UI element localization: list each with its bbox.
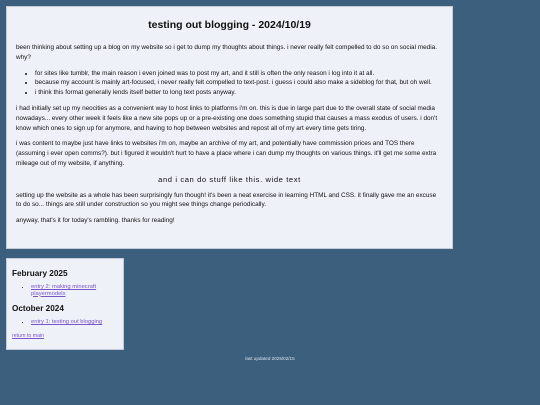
archive-entry — [31, 319, 118, 326]
post-paragraph: setting up the website as a whole has been surprisingly fun though! it's been a neat exercise in learning HTML and CSS. it finally gave me an excuse to do so... things are still under construction so you might see things change periodically. — [16, 191, 437, 209]
reason-list — [16, 69, 443, 98]
reason-item: • because my account is mainly art-focused, i never really felt compelled to text-post. i guess i could also make a sideblog for that, but oh well. — [35, 78, 443, 88]
last-updated-footer: last updated 2025/02/15 — [245, 356, 295, 361]
archive-month-heading: October 2024 — [12, 304, 64, 314]
reason-item: • for sites like tumblr, the main reason i even joined was to post my art, and it still is often the only reason i log into it at all. — [35, 69, 443, 79]
archive-sidebar — [6, 258, 124, 350]
wide-text: and i can do stuff like this. wide text — [158, 174, 301, 184]
post-paragraph: i had initially set up my neocities as a convenient way to host links to platforms i'm on. this is due in large part due to the overall state of social media nowadays... every other week it feels like a new site pops up or a pre-existing one does something stupid that causes a mass exodus of users. i don't know which ones to sign up for anymore, and having to hop between websites and repost all of my art every time gets tiring. — [16, 104, 438, 132]
entry-link-minecraft-playermodels[interactable]: entry 2: making minecraft playermodels — [31, 284, 97, 297]
post-closing: anyway, that's it for today's rambling. thanks for reading! — [16, 217, 175, 225]
reason-item: • i think this format generally lends itself better to long text posts anyway. — [35, 88, 443, 98]
post-title: testing out blogging - 2024/10/19 — [148, 19, 311, 31]
blog-post — [6, 6, 453, 249]
archive-entry — [31, 284, 118, 297]
return-to-main-link[interactable]: return to main — [12, 332, 45, 339]
archive-month-heading: February 2025 — [12, 269, 68, 278]
archive-entry-list — [12, 284, 118, 297]
post-intro: been thinking about setting up a blog on my website so i get to dump my thoughts about things. i never really felt compelled to do so on social media. why? — [16, 44, 437, 61]
post-paragraph: i was content to maybe just have links to websites i'm on, maybe an archive of my art, and potentially have commission prices and TOS there (assuming i ever open comms?). but i figured it wouldn't hurt to have a place where i can dump my thoughts on various things. it'll get me some extra mileage out of my website, if anything. — [16, 140, 437, 167]
archive-entry-list — [12, 319, 118, 326]
entry-link-testing-blogging[interactable]: entry 1: testing out blogging — [31, 319, 103, 326]
